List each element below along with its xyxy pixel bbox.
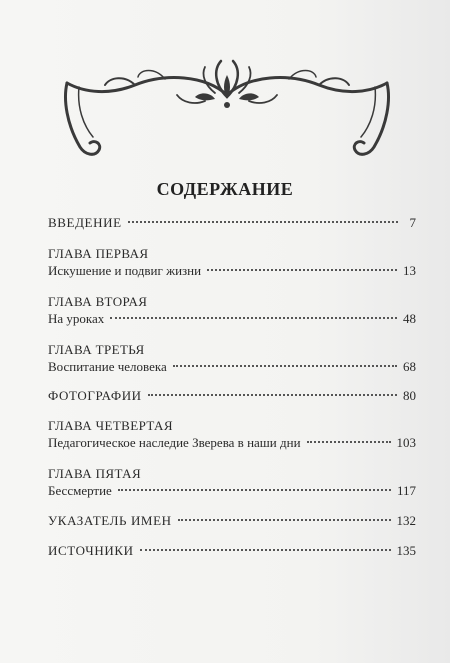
toc-entry-text: ИСТОЧНИКИ: [48, 543, 134, 558]
toc-chapter-heading: ГЛАВА ЧЕТВЕРТАЯ: [48, 418, 173, 433]
toc-entry-chapter-5[interactable]: [48, 466, 416, 500]
toc-entry-chapter-4[interactable]: [48, 418, 416, 452]
toc-entry-chapter-1[interactable]: [48, 246, 416, 280]
toc-page-number: 48: [403, 311, 416, 326]
toc-leader-dots: [140, 549, 391, 551]
toc-page-number: 68: [403, 359, 416, 374]
toc-entry-chapter-2[interactable]: [48, 294, 416, 328]
toc-chapter-heading: ГЛАВА ПЯТАЯ: [48, 466, 142, 481]
toc-leader-dots: [148, 394, 397, 396]
toc-entry-text: Бессмертие: [48, 483, 112, 498]
toc-chapter-heading: ГЛАВА ПЕРВАЯ: [48, 246, 149, 261]
toc-page-number: 135: [396, 543, 416, 558]
toc-leader-dots: [207, 269, 397, 271]
toc-entry-text: УКАЗАТЕЛЬ ИМЕН: [48, 513, 172, 528]
toc-page-number: 13: [403, 263, 416, 278]
toc-entry-text: Воспитание человека: [48, 359, 167, 374]
toc-entry-text: ФОТОГРАФИИ: [48, 388, 142, 403]
toc-page-number: 117: [396, 483, 416, 498]
toc-entry-name-index[interactable]: [48, 512, 416, 530]
toc-entry-sources[interactable]: [48, 542, 416, 560]
toc-leader-dots: [178, 519, 391, 521]
toc-page-number: 103: [396, 435, 416, 450]
toc-entry-photographs[interactable]: [48, 387, 416, 405]
toc-chapter-heading: ГЛАВА ВТОРАЯ: [48, 294, 148, 309]
page-title: СОДЕРЖАНИЕ: [156, 179, 294, 199]
toc-entry-text: Педагогическое наследие Зверева в наши дни: [48, 435, 301, 450]
toc-entry-text: На уроках: [48, 311, 105, 326]
toc-leader-dots: [110, 317, 397, 319]
decorative-ornament: [55, 55, 399, 165]
toc-entry-text: Искушение и подвиг жизни: [48, 263, 202, 278]
toc-leader-dots: [173, 365, 397, 367]
toc-page-number: 7: [409, 215, 416, 230]
toc-entry-chapter-3[interactable]: [48, 342, 416, 376]
toc-leader-dots: [307, 441, 391, 443]
toc-leader-dots: [118, 489, 391, 491]
toc-leader-dots: [128, 221, 398, 223]
toc-entry-introduction[interactable]: [48, 214, 416, 232]
toc-page-number: 132: [396, 513, 416, 528]
toc-entry-text: ВВЕДЕНИЕ: [48, 215, 122, 230]
toc-page-number: 80: [403, 388, 416, 403]
toc-chapter-heading: ГЛАВА ТРЕТЬЯ: [48, 342, 145, 357]
